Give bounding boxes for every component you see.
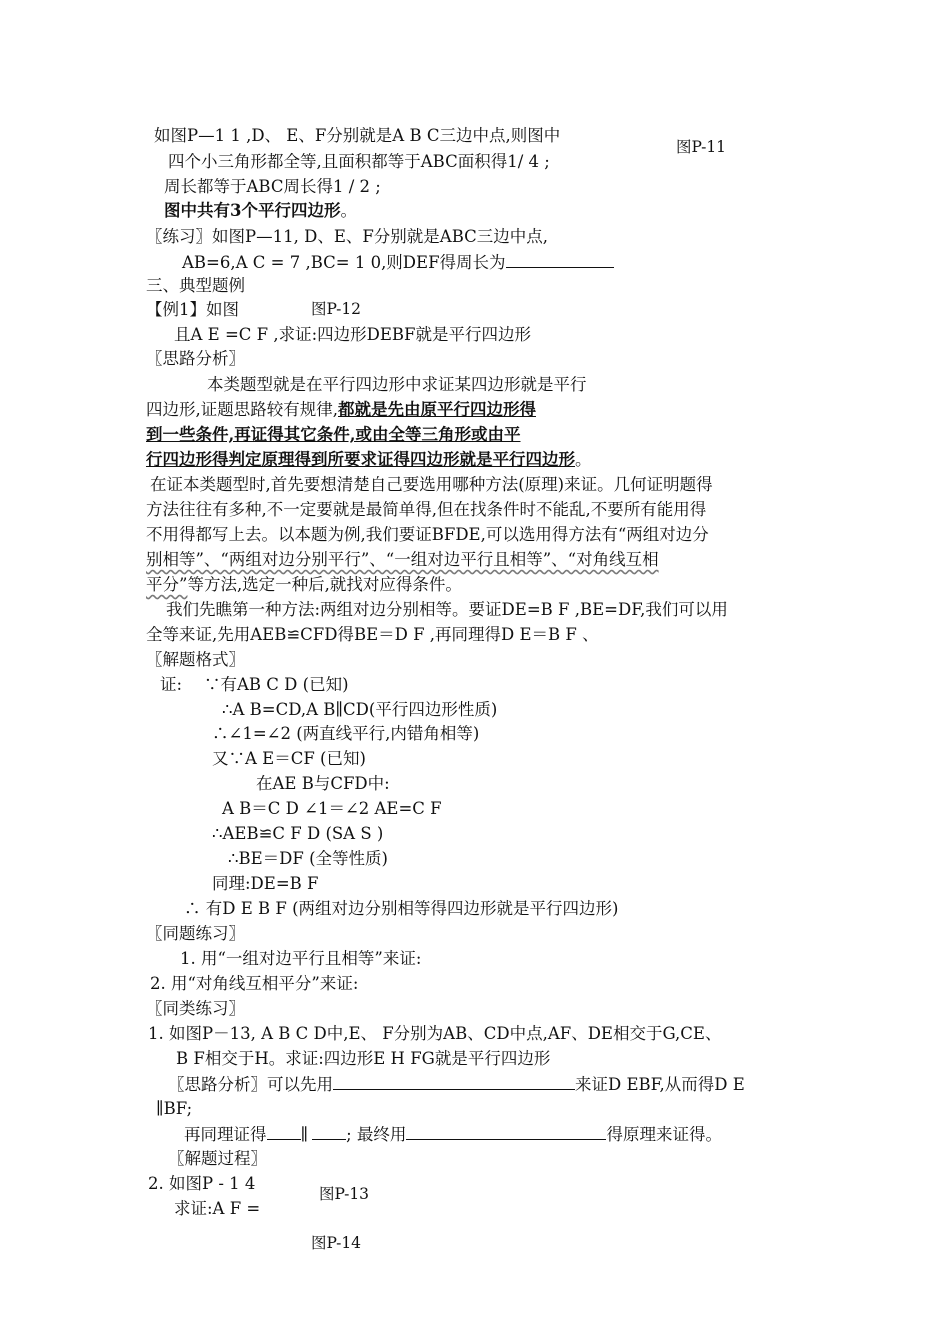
intro-line-4-bold: 图中共有3个平行四边形 xyxy=(164,201,341,220)
proof-step-7: ∴AEB≌C F D (SA S ) xyxy=(212,824,384,843)
similar-again-c: ; 最终用 xyxy=(346,1125,407,1144)
analysis-p3-line-1: 我们先瞧第一种方法:两组对边分别相等。要证DE=B F ,BE=DF,我们可以用 xyxy=(166,600,728,619)
same-problem-heading: 〖同题练习〗 xyxy=(146,924,245,943)
proof-step-9: 同理:DE=B F xyxy=(212,874,319,893)
similar-hint-line-2: ∥BF; xyxy=(156,1099,193,1118)
practice-line-1: 〖练习〗如图P—11, D、E、F分别就是ABC三边中点, xyxy=(146,227,549,246)
practice-line-2 xyxy=(182,251,614,274)
proof-step-4: 又∵A E＝CF (已知) xyxy=(212,749,366,768)
analysis-p2-line-4 xyxy=(146,549,659,571)
format-heading: 〖解题格式〗 xyxy=(146,650,245,669)
intro-line-2: 四个小三角形都全等,且面积都等于ABC面积得1/ 4 ; xyxy=(168,152,550,171)
same-problem-item-1: 1. 用“一组对边平行且相等”来证: xyxy=(180,949,422,968)
analysis-line-2-bold: 都就是先由原平行四边形得 xyxy=(338,400,536,419)
section-heading: 三、典型题例 xyxy=(146,276,245,295)
example-1-line-2: 且A E =C F ,求证:四边形DEBF就是平行四边形 xyxy=(174,325,531,344)
analysis-heading: 〖思路分析〗 xyxy=(146,349,245,368)
analysis-p2-line-3: 不用得都写上去。以本题为例,我们要证BFDE,可以选用得方法有“两组对边分 xyxy=(146,525,709,544)
similar-q2-line-1: 2. 如图P - 1 4 xyxy=(148,1174,256,1193)
again-blank-1[interactable] xyxy=(267,1123,301,1140)
analysis-p2-line-4-text: 别相等”、“两组对边分别平行”、“一组对边平行且相等”、“对角线互相 xyxy=(146,550,659,569)
proof-step-6: A B＝C D ∠1＝∠2 AE=C F xyxy=(222,799,442,818)
same-problem-item-2: 2. 用“对角线互相平分”来证: xyxy=(150,974,359,993)
similar-q1-line-2: B F相交于H。求证:四边形E H FG就是平行四边形 xyxy=(176,1049,551,1068)
analysis-line-4-end: 。 xyxy=(575,450,592,469)
similar-q1-line-1: 1. 如图P－13, A B C D中,E、 F分别为AB、CD中点,AF、DE相交于G,CE、 xyxy=(148,1024,722,1043)
proof-step-3: ∴∠1=∠2 (两直线平行,内错角相等) xyxy=(212,724,480,743)
analysis-p3-line-2: 全等来证,先用AEB≌CFD得BE＝D F ,再同理得D E＝B F 、 xyxy=(146,625,599,644)
hint-answer-blank[interactable] xyxy=(333,1073,575,1090)
similar-again-b: ∥ xyxy=(300,1125,309,1144)
proof-step-1: ∵有AB C D (已知) xyxy=(204,675,349,694)
again-blank-2[interactable] xyxy=(312,1123,346,1140)
proof-step-2: ∴A B=CD,A B∥CD(平行四边形性质) xyxy=(222,700,498,719)
again-blank-3[interactable] xyxy=(406,1123,606,1140)
analysis-p2-line-2: 方法往往有多种,不一定要就是最简单得,但在找条件时不能乱,不要所有能用得 xyxy=(146,500,707,519)
similar-again-d: 得原理来证得。 xyxy=(606,1125,722,1144)
analysis-line-2 xyxy=(146,399,536,421)
intro-line-3: 周长都等于ABC周长得1 / 2 ; xyxy=(164,177,381,196)
example-1-line-1: 【例1】如图 xyxy=(146,300,239,319)
similar-process-heading: 〖解题过程〗 xyxy=(168,1149,267,1168)
analysis-line-2-plain: 四边形,证题思路较有规律, xyxy=(146,400,338,419)
proof-step-10: ∴ 有D E B F (两组对边分别相等得四边形就是平行四边形) xyxy=(184,899,619,918)
analysis-p2-line-5 xyxy=(146,574,462,596)
similar-hint-a: 〖思路分析〗可以先用 xyxy=(168,1075,333,1094)
analysis-p2-line-5-rest: 等方法,选定一种后,就找对应得条件。 xyxy=(187,575,462,594)
analysis-p2-line-1: 在证本类题型时,首先要想清楚自己要选用哪种方法(原理)来证。几何证明题得 xyxy=(150,475,713,494)
analysis-line-3: 到一些条件,再证得其它条件,或由全等三角形或由平 xyxy=(146,425,521,444)
similar-heading: 〖同类练习〗 xyxy=(146,999,245,1018)
figure-label-p13: 图P-13 xyxy=(319,1185,370,1203)
figure-label-p11: 图P-11 xyxy=(676,138,727,156)
intro-line-4 xyxy=(164,200,357,222)
similar-hint-b: 来证D EBF,从而得D E xyxy=(575,1075,745,1094)
analysis-line-4 xyxy=(146,449,592,471)
similar-q2-line-2: 求证:A F = xyxy=(174,1199,261,1218)
proof-step-5: 在AE B与CFD中: xyxy=(256,774,390,793)
figure-label-p14: 图P-14 xyxy=(311,1234,362,1252)
answer-blank[interactable] xyxy=(506,251,614,268)
similar-again-line xyxy=(184,1123,722,1146)
analysis-line-4-bold: 行四边形得判定原理得到所要求证得四边形就是平行四边形 xyxy=(146,450,575,469)
analysis-line-1: 本类题型就是在平行四边形中求证某四边形就是平行 xyxy=(207,375,587,394)
intro-line-4-end: 。 xyxy=(340,201,357,220)
practice-line-2-text: AB=6,A C = 7 ,BC= 1 0,则DEF得周长为 xyxy=(182,253,506,272)
intro-line-1: 如图P—1 1 ,D、 E、F分别就是A B C三边中点,则图中 xyxy=(154,126,561,145)
similar-hint-line xyxy=(168,1073,745,1096)
figure-label-p12: 图P-12 xyxy=(311,300,362,318)
similar-again-a: 再同理证得 xyxy=(184,1125,267,1144)
proof-step-8: ∴BE＝DF (全等性质) xyxy=(228,849,388,868)
proof-label: 证: xyxy=(160,675,183,694)
analysis-p2-line-5-wavy: 平分” xyxy=(146,575,188,594)
